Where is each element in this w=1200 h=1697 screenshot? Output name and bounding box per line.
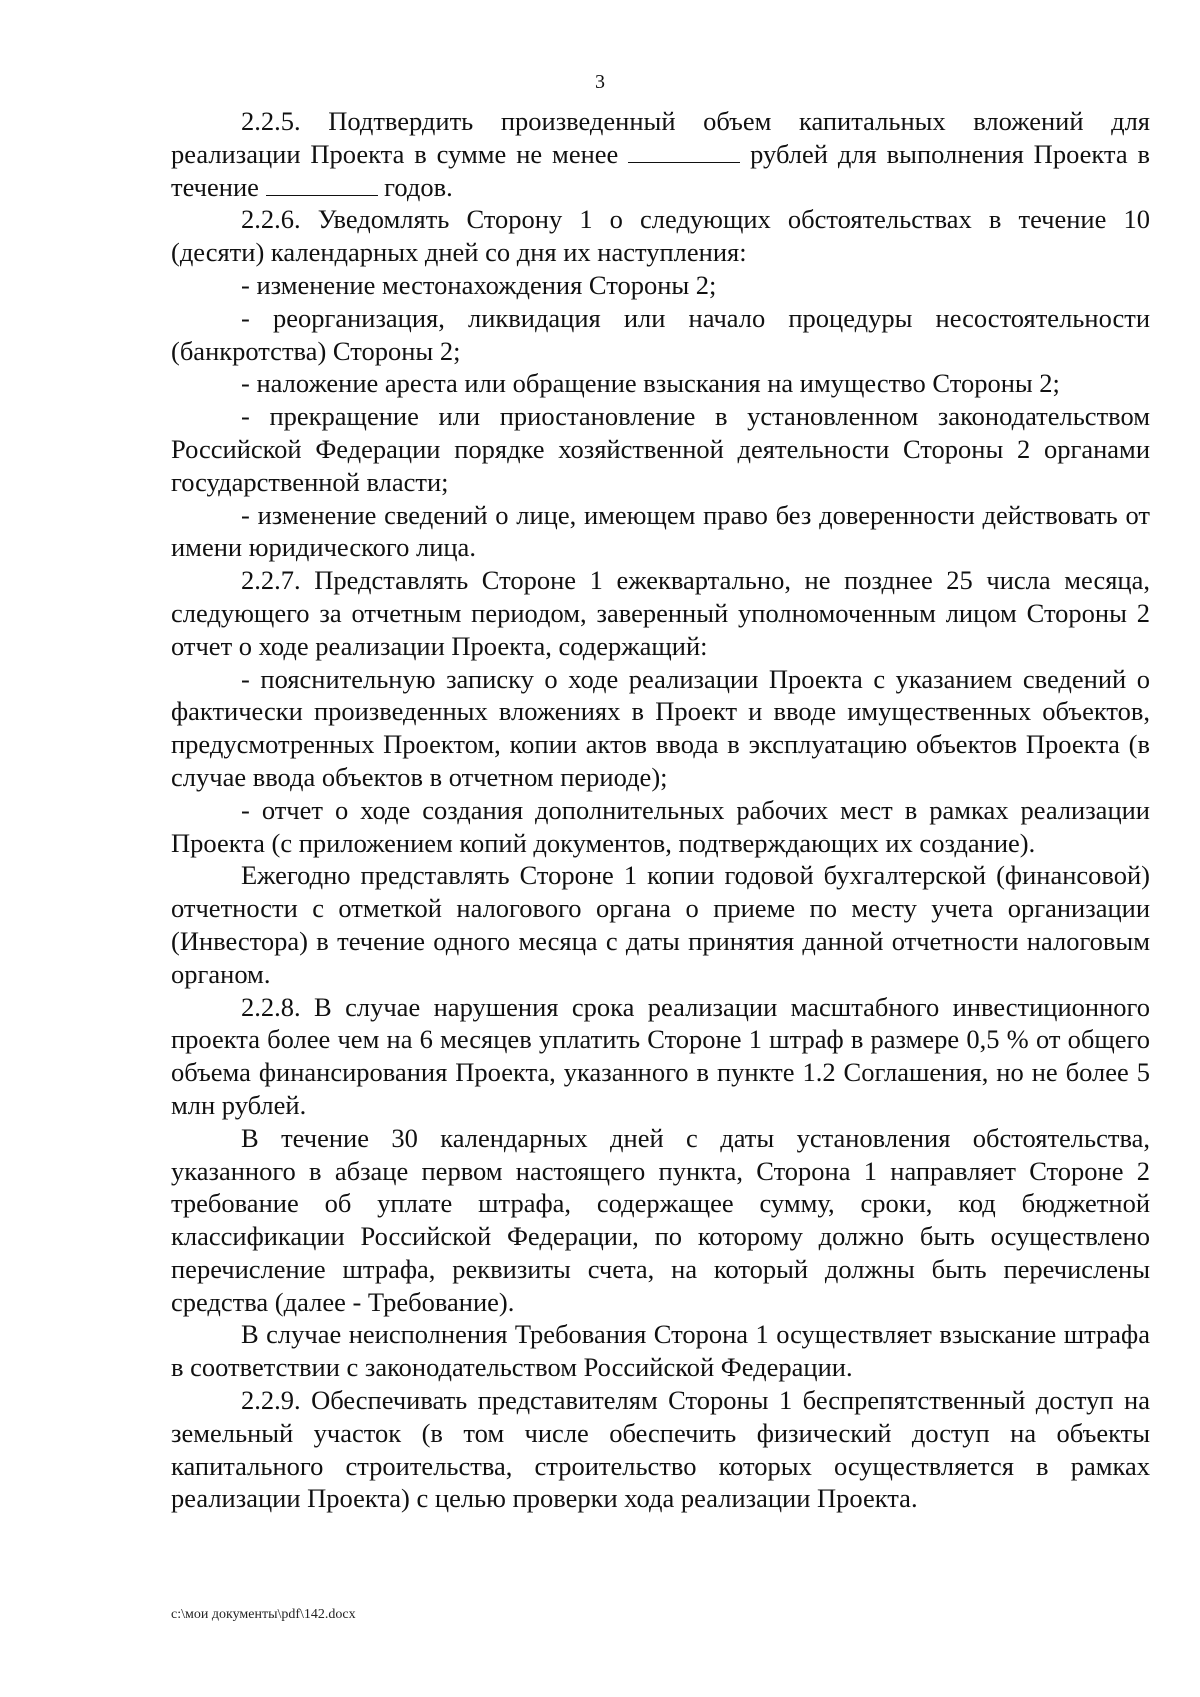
- years-blank-field: [266, 173, 378, 196]
- clause-2-2-5-text-b: рублей для выполнения Проекта в течение: [171, 138, 1151, 202]
- document-body: [171, 105, 1150, 1515]
- clause-2-2-6: 2.2.6. Уведомлять Сторону 1 о следующих обстоятельствах в течение 10 (десяти) календарных дней со дня их наступления:: [171, 204, 1150, 268]
- paragraph-penalty-demand: В течение 30 календарных дней с даты установления обстоятельства, указанного в абзаце первом настоящего пункта, Сторона 1 направляет Стороне 2 требование об уплате штрафа, содержащее сумму, сроки, код бюджетной классификации Российской Федерации, по которому должно быть осуществлено перечисление штрафа, реквизиты счета, на который должны быть перечислены средства (далее - Требование).: [171, 1122, 1150, 1317]
- clause-2-2-5: [171, 105, 1150, 203]
- paragraph-penalty-recovery: В случае неисполнения Требования Сторона 1 осуществляет взыскание штрафа в соответствии с законодательством Российской Федерации.: [171, 1319, 1150, 1383]
- amount-blank-field: [628, 140, 740, 163]
- clause-2-2-9: 2.2.9. Обеспечивать представителям Стороны 1 беспрепятственный доступ на земельный участок (в том числе обеспечить физический доступ на объекты капитального строительства, строительство которых осуществляется в рамках реализации Проекта) с целью проверки хода реализации Проекта.: [171, 1385, 1150, 1514]
- list-item-representative-change: - изменение сведений о лице, имеющем право без доверенности действовать от имени юридического лица.: [171, 499, 1150, 563]
- clause-2-2-5-text-c: годов.: [384, 171, 453, 202]
- list-item-arrest: - наложение ареста или обращение взыскания на имущество Стороны 2;: [241, 368, 1060, 399]
- clause-2-2-8: 2.2.8. В случае нарушения срока реализации масштабного инвестиционного проекта более чем на 6 месяцев уплатить Стороне 1 штраф в размере 0,5 % от общего объема финансирования Проекта, указанного в пункте 1.2 Соглашения, но не более 5 млн рублей.: [171, 991, 1150, 1120]
- footer-file-path: c:\мои документы\pdf\142.docx: [171, 1607, 356, 1622]
- list-item-reorganization: - реорганизация, ликвидация или начало процедуры несостоятельности (банкротства) Стороны 2;: [171, 302, 1150, 366]
- paragraph-annual-reporting: Ежегодно представлять Стороне 1 копии годовой бухгалтерской (финансовой) отчетности с отметкой налогового органа о приеме по месту учета организации (Инвестора) в течение одного месяца с даты принятия данной отчетности налоговым органом.: [171, 860, 1150, 989]
- list-item-jobs-report: - отчет о ходе создания дополнительных рабочих мест в рамках реализации Проекта (с приложением копий документов, подтверждающих их создание).: [171, 794, 1150, 858]
- clause-2-2-5-text-a: 2.2.5. Подтвердить произведенный объем капитальных вложений для реализации Проекта в сумме не менее: [171, 106, 1150, 169]
- list-item-suspension: - прекращение или приостановление в установленном законодательством Российской Федерации порядке хозяйственной деятельности Стороны 2 органами государственной власти;: [171, 401, 1150, 497]
- page-number: 3: [595, 71, 605, 93]
- clause-2-2-7: 2.2.7. Представлять Стороне 1 ежеквартально, не позднее 25 числа месяца, следующего за отчетным периодом, заверенный уполномоченным лицом Стороны 2 отчет о ходе реализации Проекта, содержащий:: [171, 565, 1150, 661]
- list-item-explanatory-note: - пояснительную записку о ходе реализации Проекта с указанием сведений о фактически произведенных вложениях в Проект и вводе имущественных объектов, предусмотренных Проектом, копии актов ввода в эксплуатацию объектов Проекта (в случае ввода объектов в отчетном периоде);: [171, 663, 1150, 792]
- list-item-location-change: - изменение местонахождения Стороны 2;: [241, 269, 717, 300]
